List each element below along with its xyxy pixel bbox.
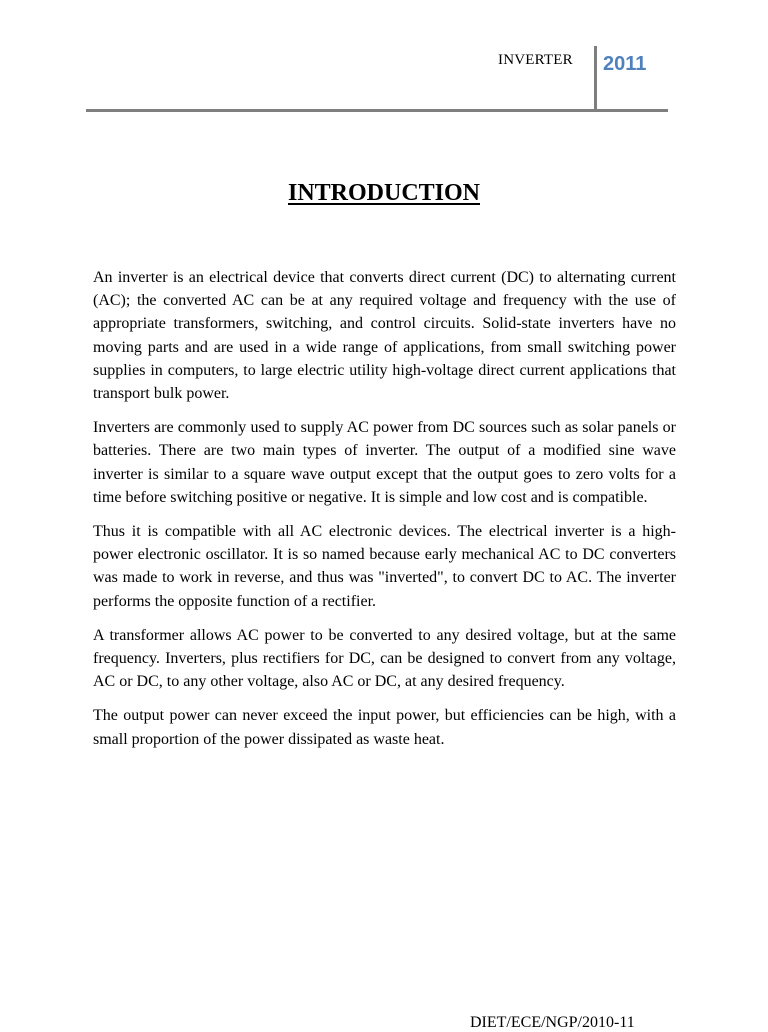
footer-text: DIET/ECE/NGP/2010-11 <box>470 1014 635 1031</box>
body-text <box>93 266 676 762</box>
paragraph-1: An inverter is an electrical device that converts direct current (DC) to alternating current (AC); the converted AC can be at any required voltage and frequency with the use of appropriate transformers, switching, and control circuits. Solid-state inverters have no moving parts and are used in a wide range of applications, from small switching power supplies in computers, to large electric utility high-voltage direct current applications that transport bulk power. <box>93 269 676 403</box>
header-vertical-rule <box>594 46 597 110</box>
paragraph-2: Inverters are commonly used to supply AC power from DC sources such as solar panels or batteries. There are two main types of inverter. The output of a modified sine wave inverter is similar to a square wave output except that the output goes to zero volts for a time before switching positive or negative. It is simple and low cost and is compatible. <box>93 419 676 506</box>
paragraph-5: The output power can never exceed the input power, but efficiencies can be high, with a small proportion of the power dissipated as waste heat. <box>93 707 676 748</box>
paragraph-4: A transformer allows AC power to be converted to any desired voltage, but at the same frequency. Inverters, plus rectifiers for DC, can be designed to convert from any voltage, AC or DC, to any other voltage, also AC or DC, at any desired frequency. <box>93 626 676 691</box>
paragraph-3: Thus it is compatible with all AC electronic devices. The electrical inverter is a high-power electronic oscillator. It is so named because early mechanical AC to DC converters was made to work in reverse, and thus was "inverted", to convert DC to AC. The inverter performs the opposite function of a rectifier. <box>93 523 676 610</box>
page-title: INTRODUCTION <box>287 180 481 206</box>
header-year: 2011 <box>603 53 647 75</box>
header-label: INVERTER <box>498 52 573 68</box>
header-horizontal-rule <box>86 109 668 112</box>
